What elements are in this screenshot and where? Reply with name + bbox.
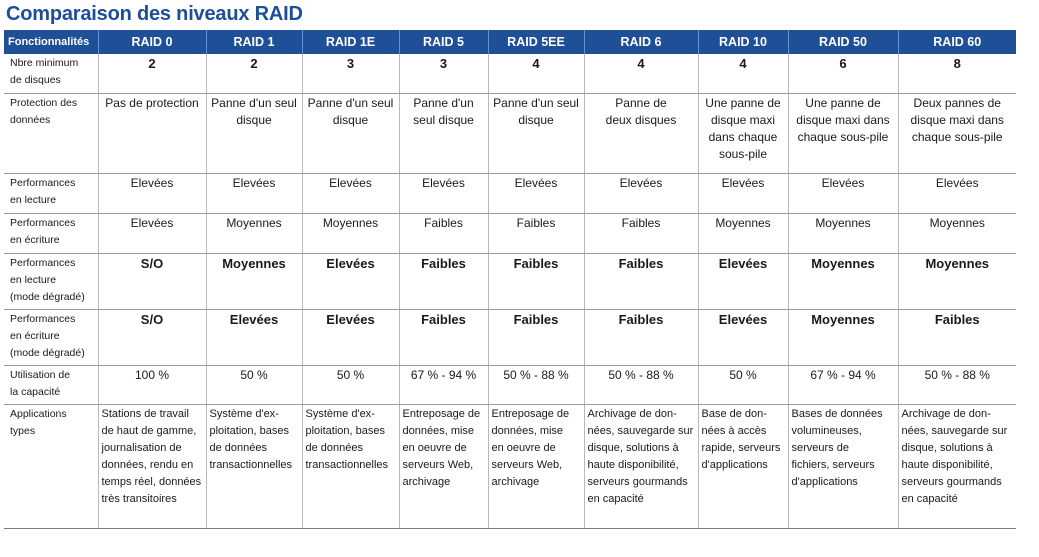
cell-line: données, mise	[402, 425, 475, 437]
cell-line: Elevées	[718, 312, 768, 327]
cell-line: S/O	[140, 312, 164, 327]
row-label-line: en lecture	[10, 274, 57, 286]
cell-line: Elevées	[229, 312, 279, 327]
cell-line: 100 %	[134, 368, 170, 382]
cell-line: d'applications	[791, 476, 858, 488]
cell-line: Entreposage de	[491, 408, 570, 420]
cell-line: Moyennes	[815, 216, 871, 230]
table-row-applications	[4, 405, 1016, 529]
header-raid-6: RAID 6	[584, 30, 698, 54]
cell-line: 6	[839, 56, 847, 71]
cell-line: Système d'ex-	[305, 408, 375, 420]
header-raid-1e: RAID 1E	[302, 30, 399, 54]
cell-line: disque maxi dans	[796, 113, 890, 127]
cell-line: Elevées	[326, 256, 375, 271]
cell-read-perf-degraded-raid-5	[399, 254, 488, 310]
cell-write-perf-raid-50	[788, 214, 898, 254]
cell-line: Moyennes	[811, 312, 875, 327]
cell-line: ploitation, bases	[305, 425, 385, 437]
cell-write-perf-raid-60	[898, 214, 1016, 254]
row-label-capacity	[4, 366, 98, 405]
cell-line: 67 % - 94 %	[410, 368, 477, 382]
cell-protection-raid-60	[898, 94, 1016, 174]
header-raid-1: RAID 1	[206, 30, 302, 54]
cell-line: en oeuvre de	[402, 442, 467, 454]
cell-line: disque maxi	[710, 113, 776, 127]
cell-line: données, rendu en	[101, 459, 194, 471]
cell-read-perf-raid-1	[206, 174, 302, 214]
cell-line: Deux pannes de	[913, 96, 1001, 110]
table-row-write-perf-degraded	[4, 310, 1016, 366]
cell-line: volumineuses,	[791, 425, 862, 437]
cell-line: serveurs de	[791, 442, 849, 454]
table-row-min-disks	[4, 54, 1016, 94]
cell-min-disks-raid-60	[898, 54, 1016, 94]
cell-protection-raid-10	[698, 94, 788, 174]
cell-line: en oeuvre de	[491, 442, 556, 454]
cell-line: chaque sous-pile	[797, 130, 889, 144]
cell-line: chaque sous-pile	[911, 130, 1003, 144]
cell-write-perf-raid-5	[399, 214, 488, 254]
table-body	[4, 54, 1016, 529]
cell-write-perf-degraded-raid-50	[788, 310, 898, 366]
header-raid-10: RAID 10	[698, 30, 788, 54]
cell-line: nées, sauvegarde sur	[587, 425, 694, 437]
cell-write-perf-raid-6	[584, 214, 698, 254]
cell-capacity-raid-10	[698, 366, 788, 405]
table-row-capacity	[4, 366, 1016, 405]
row-label-line: (mode dégradé)	[10, 291, 85, 303]
cell-line: temps réel, données	[101, 476, 202, 488]
row-label-line: Performances	[10, 177, 76, 189]
cell-min-disks-raid-5	[399, 54, 488, 94]
row-label-line: Performances	[10, 313, 76, 325]
cell-read-perf-raid-60	[898, 174, 1016, 214]
cell-read-perf-degraded-raid-60	[898, 254, 1016, 310]
cell-line: Entreposage de	[402, 408, 481, 420]
cell-line: 4	[739, 56, 747, 71]
cell-line: Moyennes	[226, 216, 282, 230]
cell-line: serveurs Web,	[402, 459, 474, 471]
cell-line: 4	[637, 56, 645, 71]
cell-line: 8	[953, 56, 961, 71]
cell-capacity-raid-5	[399, 366, 488, 405]
cell-line: S/O	[140, 256, 164, 271]
raid-comparison-table	[4, 30, 1016, 529]
cell-protection-raid-1e	[302, 94, 399, 174]
cell-applications-raid-5	[399, 405, 488, 529]
cell-write-perf-raid-0	[98, 214, 206, 254]
cell-read-perf-raid-5ee	[488, 174, 584, 214]
cell-line: Panne d'un	[413, 96, 474, 110]
cell-line: Faibles	[421, 256, 466, 271]
cell-min-disks-raid-50	[788, 54, 898, 94]
cell-read-perf-raid-10	[698, 174, 788, 214]
cell-line: disque maxi dans	[910, 113, 1004, 127]
cell-capacity-raid-5ee	[488, 366, 584, 405]
cell-line: de données	[305, 442, 363, 454]
cell-line: Elevées	[130, 176, 174, 190]
page-title: Comparaison des niveaux RAID	[6, 3, 303, 25]
cell-applications-raid-1	[206, 405, 302, 529]
row-label-line: Performances	[10, 217, 76, 229]
cell-line: Une panne de	[705, 96, 781, 110]
cell-line: Faibles	[621, 216, 661, 230]
row-label-line: Performances	[10, 257, 76, 269]
cell-applications-raid-5ee	[488, 405, 584, 529]
cell-protection-raid-0	[98, 94, 206, 174]
cell-line: nées à accès	[701, 425, 767, 437]
cell-line: 50 %	[240, 368, 268, 382]
cell-line: disque, solutions à	[587, 442, 679, 454]
header-raid-5ee: RAID 5EE	[488, 30, 584, 54]
cell-write-perf-raid-1e	[302, 214, 399, 254]
cell-line: Faibles	[934, 312, 980, 327]
cell-line: Pas de protection	[105, 96, 199, 110]
cell-write-perf-degraded-raid-6	[584, 310, 698, 366]
cell-line: Panne d'un seul	[493, 96, 579, 110]
cell-write-perf-raid-5ee	[488, 214, 584, 254]
cell-line: Moyennes	[222, 256, 286, 271]
cell-applications-raid-6	[584, 405, 698, 529]
cell-line: 4	[532, 56, 540, 71]
cell-line: Faibles	[618, 256, 664, 271]
cell-read-perf-raid-6	[584, 174, 698, 214]
cell-line: disque	[518, 113, 554, 127]
cell-read-perf-degraded-raid-10	[698, 254, 788, 310]
cell-read-perf-degraded-raid-5ee	[488, 254, 584, 310]
row-label-applications	[4, 405, 98, 529]
cell-capacity-raid-0	[98, 366, 206, 405]
row-label-line: (mode dégradé)	[10, 347, 85, 359]
cell-line: sous-pile	[718, 147, 768, 161]
row-label-min-disks	[4, 54, 98, 94]
row-label-line: Protection des	[10, 97, 78, 109]
cell-line: Elevées	[130, 216, 174, 230]
cell-write-perf-degraded-raid-1e	[302, 310, 399, 366]
cell-line: disque	[332, 113, 369, 127]
cell-line: 67 % - 94 %	[810, 368, 876, 382]
cell-line: Elevées	[718, 256, 768, 271]
cell-read-perf-degraded-raid-1e	[302, 254, 399, 310]
cell-line: Moyennes	[929, 216, 985, 230]
cell-applications-raid-10	[698, 405, 788, 529]
row-label-line: Nbre minimum	[10, 57, 79, 69]
cell-min-disks-raid-10	[698, 54, 788, 94]
cell-read-perf-degraded-raid-1	[206, 254, 302, 310]
cell-read-perf-raid-0	[98, 174, 206, 214]
cell-applications-raid-1e	[302, 405, 399, 529]
cell-protection-raid-5ee	[488, 94, 584, 174]
row-label-write-perf-degraded	[4, 310, 98, 366]
cell-line: journalisation de	[101, 442, 182, 454]
cell-min-disks-raid-6	[584, 54, 698, 94]
row-label-read-perf	[4, 174, 98, 214]
cell-line: haute disponibilité,	[901, 459, 993, 471]
row-label-write-perf	[4, 214, 98, 254]
cell-line: archivage	[491, 476, 540, 488]
cell-line: Moyennes	[715, 216, 771, 230]
cell-line: Elevées	[326, 312, 375, 327]
cell-min-disks-raid-1e	[302, 54, 399, 94]
cell-line: dans chaque	[708, 130, 778, 144]
cell-line: Elevées	[232, 176, 276, 190]
cell-line: serveurs gourmands	[901, 476, 1002, 488]
cell-read-perf-degraded-raid-50	[788, 254, 898, 310]
cell-line: en capacité	[901, 493, 958, 505]
table-row-read-perf	[4, 174, 1016, 214]
cell-write-perf-degraded-raid-5	[399, 310, 488, 366]
cell-line: Panne d'un seul	[211, 96, 297, 110]
cell-line: 50 %	[729, 368, 757, 382]
cell-line: Faibles	[421, 312, 466, 327]
cell-line: archivage	[402, 476, 451, 488]
cell-min-disks-raid-0	[98, 54, 206, 94]
row-label-line: la capacité	[10, 386, 61, 398]
cell-line: Elevées	[619, 176, 663, 190]
cell-line: serveurs gourmands	[587, 476, 688, 488]
cell-line: serveurs Web,	[491, 459, 563, 471]
cell-line: 2	[250, 56, 258, 71]
cell-line: très transitoires	[101, 493, 177, 505]
cell-line: 50 % - 88 %	[608, 368, 674, 382]
cell-line: d'applications	[701, 459, 768, 471]
cell-line: transactionnelles	[209, 459, 293, 471]
cell-line: 3	[346, 56, 355, 71]
row-label-line: Utilisation de	[10, 369, 71, 381]
cell-capacity-raid-50	[788, 366, 898, 405]
cell-line: Elevées	[821, 176, 865, 190]
cell-line: 50 % - 88 %	[924, 368, 990, 382]
cell-read-perf-degraded-raid-0	[98, 254, 206, 310]
row-label-line: types	[10, 425, 36, 437]
cell-write-perf-degraded-raid-0	[98, 310, 206, 366]
cell-line: seul disque	[413, 113, 474, 127]
cell-line: fichiers, serveurs	[791, 459, 875, 471]
cell-line: Elevées	[329, 176, 372, 190]
cell-read-perf-raid-5	[399, 174, 488, 214]
cell-read-perf-degraded-raid-6	[584, 254, 698, 310]
cell-line: Faibles	[513, 312, 559, 327]
cell-line: Elevées	[935, 176, 979, 190]
header-raid-60: RAID 60	[898, 30, 1016, 54]
row-label-protection	[4, 94, 98, 174]
header-row	[4, 30, 1016, 54]
header-raid-0: RAID 0	[98, 30, 206, 54]
cell-line: Elevées	[422, 176, 465, 190]
cell-line: Moyennes	[811, 256, 875, 271]
cell-line: nées, sauvegarde sur	[901, 425, 1008, 437]
cell-protection-raid-50	[788, 94, 898, 174]
cell-line: Archivage de don-	[901, 408, 991, 420]
cell-protection-raid-5	[399, 94, 488, 174]
cell-line: 50 % - 88 %	[503, 368, 569, 382]
table-row-read-perf-degraded	[4, 254, 1016, 310]
header-raid-5: RAID 5	[399, 30, 488, 54]
cell-read-perf-raid-50	[788, 174, 898, 214]
cell-line: Base de don-	[701, 408, 767, 420]
cell-line: disque	[236, 113, 272, 127]
cell-capacity-raid-1e	[302, 366, 399, 405]
row-label-read-perf-degraded	[4, 254, 98, 310]
row-label-line: de disques	[10, 74, 61, 86]
cell-line: Stations de travail	[101, 408, 189, 420]
cell-write-perf-raid-1	[206, 214, 302, 254]
cell-line: rapide, serveurs	[701, 442, 781, 454]
cell-line: 50 %	[336, 368, 365, 382]
row-label-line: données	[10, 114, 51, 126]
cell-write-perf-degraded-raid-5ee	[488, 310, 584, 366]
cell-line: Une panne de	[805, 96, 881, 110]
cell-line: 3	[439, 56, 448, 71]
cell-line: disque, solutions à	[901, 442, 993, 454]
cell-read-perf-raid-1e	[302, 174, 399, 214]
header-raid-50: RAID 50	[788, 30, 898, 54]
cell-line: Moyennes	[925, 256, 990, 271]
cell-applications-raid-0	[98, 405, 206, 529]
cell-line: deux disques	[605, 113, 677, 127]
cell-write-perf-degraded-raid-60	[898, 310, 1016, 366]
cell-line: Faibles	[424, 216, 463, 230]
cell-write-perf-degraded-raid-1	[206, 310, 302, 366]
cell-applications-raid-60	[898, 405, 1016, 529]
cell-line: Faibles	[618, 312, 664, 327]
cell-line: Faibles	[516, 216, 556, 230]
cell-protection-raid-6	[584, 94, 698, 174]
cell-write-perf-raid-10	[698, 214, 788, 254]
cell-line: Elevées	[514, 176, 558, 190]
cell-line: Archivage de don-	[587, 408, 677, 420]
cell-min-disks-raid-5ee	[488, 54, 584, 94]
row-label-line: en écriture	[10, 234, 60, 246]
row-label-line: en lecture	[10, 194, 57, 206]
table-row-protection	[4, 94, 1016, 174]
header-fonctionnalites: Fonctionnalités	[4, 30, 98, 54]
row-label-line: en écriture	[10, 330, 60, 342]
cell-min-disks-raid-1	[206, 54, 302, 94]
cell-line: Elevées	[721, 176, 765, 190]
cell-line: de données	[209, 442, 267, 454]
cell-line: Bases de données	[791, 408, 883, 420]
cell-capacity-raid-1	[206, 366, 302, 405]
table-row-write-perf	[4, 214, 1016, 254]
cell-line: Panne d'un seul	[307, 96, 394, 110]
cell-line: données, mise	[491, 425, 564, 437]
cell-line: Panne de	[615, 96, 667, 110]
cell-line: en capacité	[587, 493, 644, 505]
cell-line: haute disponibilité,	[587, 459, 679, 471]
cell-line: 2	[148, 56, 156, 71]
cell-line: de haut de gamme,	[101, 425, 197, 437]
cell-line: ploitation, bases	[209, 425, 289, 437]
cell-line: Moyennes	[322, 216, 379, 230]
cell-capacity-raid-6	[584, 366, 698, 405]
cell-applications-raid-50	[788, 405, 898, 529]
cell-line: Système d'ex-	[209, 408, 279, 420]
row-label-line: Applications	[10, 408, 67, 420]
cell-protection-raid-1	[206, 94, 302, 174]
cell-write-perf-degraded-raid-10	[698, 310, 788, 366]
cell-line: Faibles	[513, 256, 559, 271]
cell-line: transactionnelles	[305, 459, 389, 471]
cell-capacity-raid-60	[898, 366, 1016, 405]
